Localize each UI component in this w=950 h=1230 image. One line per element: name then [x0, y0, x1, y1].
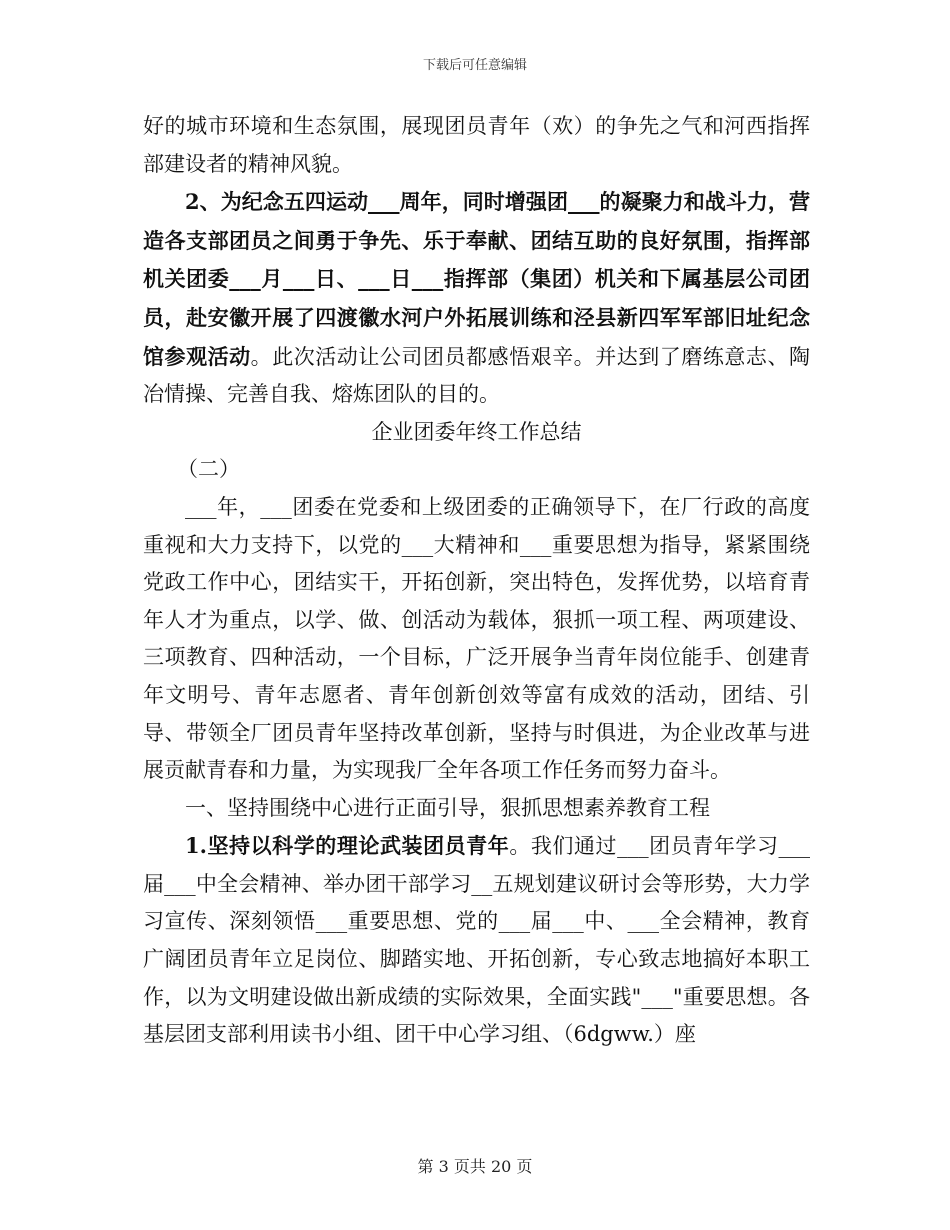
section-heading-1: 一、坚持围绕中心进行正面引导，狠抓思想素养教育工程 — [185, 795, 710, 820]
header-note: 下载后可任意编辑 — [422, 58, 527, 73]
document-body — [143, 108, 810, 1054]
paragraph-2 — [143, 183, 810, 414]
paragraph-4-rest: 。我们通过___团员青年学习___届___中全会精神、举办团干部学习__五规划建议研讨会等形势，大力学习宣传、深刻领悟___重要思想、党的___届___中、___全会精神，教育广阔团员青年立足岗位、脚踏实地、开拓创新，专心致志地搞好本职工作，以为文明建设做出新成绩的实际效果，全面实践"___"重要思想。各基层团支部利用读书小组、团干中心学习组、（6dgww.）座 — [143, 834, 811, 1047]
paragraph-4-bold: 1.坚持以科学的理论武装团员青年 — [185, 833, 510, 859]
paragraph-2-rest: 。此次活动让公司团员都感悟艰辛。并达到了磨练意志、陶冶情操、完善自我、熔炼团队的目的。 — [143, 344, 811, 407]
paragraph-3: ___年，___团委在党委和上级团委的正确领导下，在厂行政的高度重视和大力支持下，以党的___大精神和___重要思想为指导，紧紧围绕党政工作中心，团结实干，开拓创新，突出特色，发挥优势，以培育青年人才为重点，以学、做、创活动为载体，狠抓一项工程、两项建设、三项教育、四种活动，一个目标，广泛开展争当青年岗位能手、创建青年文明号、青年志愿者、青年创新创效等富有成效的活动，团结、引导、带领全厂团员青年坚持改革创新，坚持与时俱进，为企业改革与进展贡献青春和力量，为实现我厂全年各项工作任务而努力奋斗。 — [143, 494, 810, 783]
paragraph-2-bold: 2、为纪念五四运动___周年，同时增强团___的凝聚力和战斗力，营造各支部团员之间勇于争先、乐于奉献、团结互助的良好氛围，指挥部机关团委___月___日、___日___指挥部（集团）机关和下属基层公司团员，赴安徽开展了四渡徽水河户外拓展训练和泾县新四军军部旧址纪念馆参观活动 — [143, 189, 810, 369]
paragraph-1: 好的城市环境和生态氛围，展现团员青年（欢）的争先之气和河西指挥部建设者的精神风貌。 — [143, 114, 810, 176]
page-number: 第 3 页共 20 页 — [417, 1157, 533, 1176]
section-number: （二） — [177, 457, 240, 482]
document-title: 企业团委年终工作总结 — [371, 419, 582, 444]
paragraph-4 — [143, 827, 810, 1054]
